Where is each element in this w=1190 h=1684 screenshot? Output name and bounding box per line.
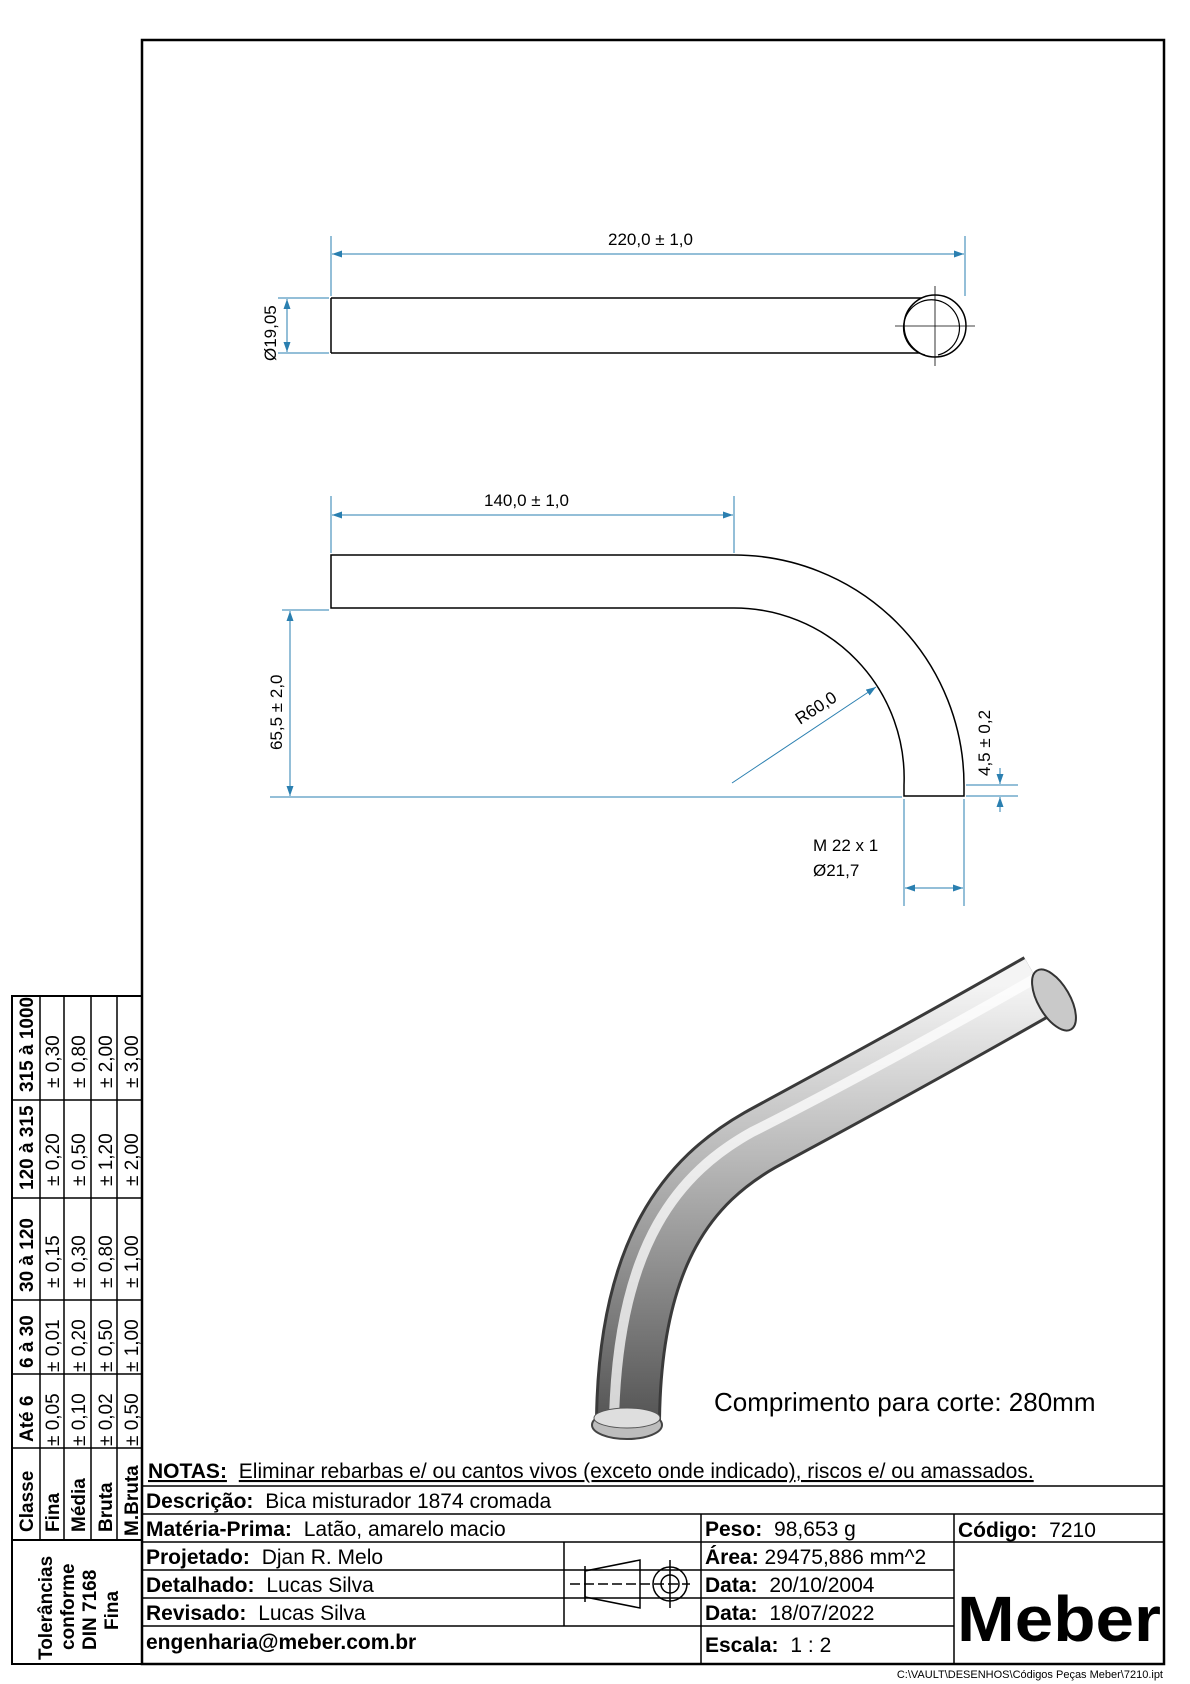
data-revisao <box>705 1602 874 1625</box>
tol-value: ± 1,20 <box>96 1133 117 1186</box>
descricao <box>146 1490 552 1513</box>
area <box>705 1546 926 1569</box>
revisado-value: Lucas Silva <box>258 1602 366 1625</box>
notes-text: Eliminar rebarbas e/ ou cantos vivos (exceto onde indicado), riscos e/ ou amassados. <box>238 1460 1034 1483</box>
side-view-tube <box>331 555 964 796</box>
data1-label: Data: <box>705 1574 758 1597</box>
range-label: 30 à 120 <box>17 1218 38 1292</box>
tol-value: ± 2,00 <box>96 1035 117 1088</box>
notes-label: NOTAS: <box>148 1460 227 1483</box>
tol-value: ± 0,20 <box>43 1133 64 1186</box>
first-angle-projection-icon <box>570 1560 690 1608</box>
tol-value: ± 0,30 <box>43 1035 64 1088</box>
tol-value: ± 0,01 <box>43 1319 64 1372</box>
escala-value: 1 : 2 <box>790 1634 832 1657</box>
range-label: 6 à 30 <box>17 1315 38 1368</box>
range-label: 315 à 1000 <box>17 996 38 1092</box>
codigo-value: 7210 <box>1049 1519 1096 1542</box>
tol-value: ± 0,15 <box>43 1235 64 1288</box>
dim-total-length: 220,0 ± 1,0 <box>608 230 693 249</box>
tol-value: ± 2,00 <box>122 1133 143 1186</box>
codigo-label: Código: <box>958 1519 1038 1542</box>
range-label: Até 6 <box>17 1395 38 1442</box>
area-value: 29475,886 mm^2 <box>764 1546 927 1569</box>
dim-line-radius <box>732 687 876 783</box>
cut-length-note: Comprimento para corte: 280mm <box>714 1387 1096 1417</box>
tol-value: ± 0,50 <box>122 1393 143 1446</box>
range-label: 120 à 315 <box>17 1105 38 1190</box>
materia-value: Latão, amarelo macio <box>303 1518 506 1541</box>
materia-prima <box>146 1518 506 1541</box>
tol-value: ± 0,50 <box>96 1319 117 1372</box>
isometric-view <box>592 963 1085 1439</box>
data1-value: 20/10/2004 <box>769 1574 875 1597</box>
title-block <box>142 1460 1164 1681</box>
peso <box>705 1518 856 1541</box>
contact-email: engenharia@meber.com.br <box>146 1631 417 1654</box>
file-path: C:\VAULT\DESENHOS\Códigos Peças Meber\7210.ipt <box>896 1669 1163 1681</box>
class-label: Bruta <box>96 1482 117 1532</box>
class-label: M.Bruta <box>122 1465 143 1536</box>
notes <box>148 1460 1034 1483</box>
projetado <box>146 1546 383 1569</box>
codigo <box>958 1519 1096 1542</box>
peso-label: Peso: <box>705 1518 763 1541</box>
descricao-value: Bica misturador 1874 cromada <box>265 1490 552 1513</box>
tol-value: ± 0,05 <box>43 1393 64 1446</box>
peso-value: 98,653 g <box>774 1518 856 1541</box>
projetado-label: Projetado: <box>146 1546 250 1569</box>
side-view <box>267 491 1018 906</box>
projetado-value: Djan R. Melo <box>261 1546 384 1569</box>
dim-height: 65,5 ± 2,0 <box>267 674 286 750</box>
thread-diameter: Ø21,7 <box>813 861 860 880</box>
top-view <box>261 230 975 366</box>
tol-value: ± 0,50 <box>69 1133 90 1186</box>
tolerance-caption: conforme <box>58 1563 79 1650</box>
tol-value: ± 1,00 <box>122 1235 143 1288</box>
area-label: Área: <box>705 1546 759 1569</box>
data2-label: Data: <box>705 1602 758 1625</box>
descricao-label: Descrição: <box>146 1490 254 1513</box>
tolerance-caption: DIN 7168 <box>80 1569 101 1650</box>
class-label: Média <box>69 1478 90 1532</box>
company-logo: Meber <box>957 1583 1161 1655</box>
detalhado-value: Lucas Silva <box>266 1574 374 1597</box>
tol-value: ± 0,80 <box>96 1235 117 1288</box>
tol-value: ± 0,20 <box>69 1319 90 1372</box>
detalhado-label: Detalhado: <box>146 1574 255 1597</box>
revisado <box>146 1602 366 1625</box>
tolerance-table <box>12 996 143 1664</box>
tol-value: ± 3,00 <box>122 1035 143 1088</box>
tol-value: ± 1,00 <box>122 1319 143 1372</box>
tol-value: ± 0,80 <box>69 1035 90 1088</box>
dim-straight-length: 140,0 ± 1,0 <box>484 491 569 510</box>
tol-value: ± 0,30 <box>69 1235 90 1288</box>
class-label: Fina <box>43 1492 64 1532</box>
tol-value: ± 0,02 <box>96 1393 117 1446</box>
detalhado <box>146 1574 374 1597</box>
thread-spec: M 22 x 1 <box>813 836 879 855</box>
class-header: Classe <box>17 1470 38 1532</box>
tolerance-caption: Fina <box>102 1590 123 1630</box>
data2-value: 18/07/2022 <box>769 1602 875 1625</box>
dim-radius: R60,0 <box>791 687 841 729</box>
materia-label: Matéria-Prima: <box>146 1518 292 1541</box>
dim-diameter: Ø19,05 <box>261 305 280 361</box>
tolerance-caption: Tolerâncias <box>36 1555 57 1660</box>
data-criacao <box>705 1574 875 1597</box>
iso-pipe-body <box>628 985 1040 1420</box>
revisado-label: Revisado: <box>146 1602 247 1625</box>
escala-label: Escala: <box>705 1634 779 1657</box>
tol-value: ± 0,10 <box>69 1393 90 1446</box>
escala <box>705 1634 831 1657</box>
top-view-tube <box>331 298 938 353</box>
dim-thread-length: 4,5 ± 0,2 <box>975 709 994 776</box>
